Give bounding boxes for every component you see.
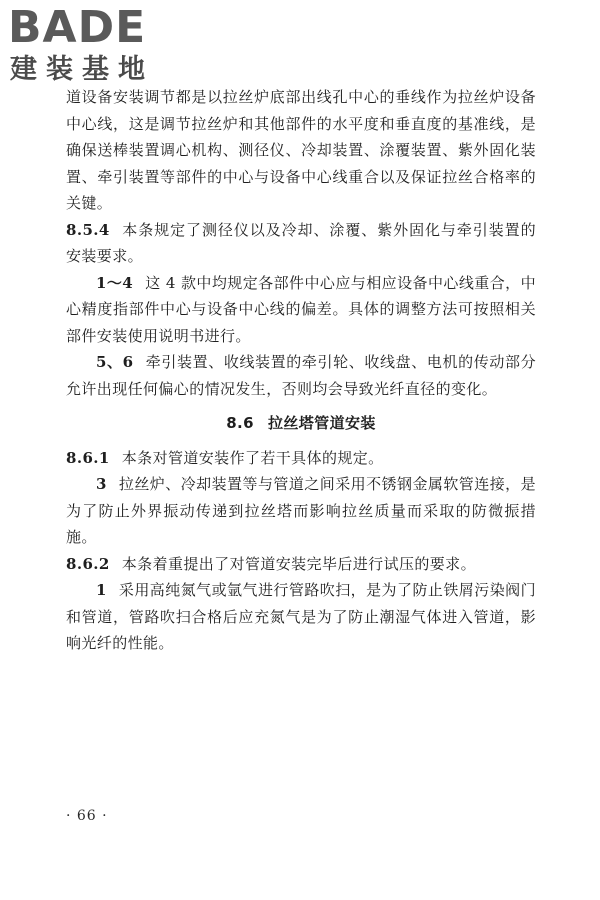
clause-8-6-2 [66,551,536,578]
item-number: 1～4 [96,273,134,292]
clause-8-6-1 [66,445,536,472]
item-3 [66,471,536,551]
brand-logo [8,4,178,90]
clause-8-5-4 [66,217,536,270]
item-text: 牵引装置、收线装置的牵引轮、收线盘、电机的传动部分允许出现任何偏心的情况发生，否则均会导致光纤直径的变化。 [66,353,536,398]
clause-number: 8.6.2 [66,554,110,573]
document-body [66,84,536,657]
item-1-4 [66,270,536,350]
item-text: 这 4 款中均规定各部件中心应与相应设备中心线重合，中心精度指部件中心与设备中心线的偏差。具体的调整方法可按照相关部件安装使用说明书进行。 [66,273,536,345]
clause-text: 本条对管道安装作了若干具体的规定。 [121,448,384,467]
section-heading-8-6 [66,410,536,437]
item-text: 采用高纯氮气或氩气进行管路吹扫，是为了防止铁屑污染阀门和管道，管路吹扫合格后应充氮气是为了防止潮湿气体进入管道，影响光纤的性能。 [66,581,536,652]
clause-text: 本条着重提出了对管道安装完毕后进行试压的要求。 [121,554,476,573]
item-number: 5、6 [96,353,134,371]
section-title: 拉丝塔管道安装 [267,414,376,432]
paragraph-text: 道设备安装调节都是以拉丝炉底部出线孔中心的垂线作为拉丝炉设备中心线，这是调节拉丝炉和其他部件的水平度和垂直度的基准线，是确保送棒装置调心机构、测径仪、冷却装置、涂覆装置、紫外固化装置、牵引装置等部件的中心与设备中心线重合以及保证拉丝合格率的关键。 [66,88,536,212]
page-number: · 66 · [66,808,108,824]
item-5-6 [66,349,536,402]
item-number: 3 [96,475,107,493]
clause-number: 8.6.1 [66,448,110,467]
logo-brand-text: BADE [8,2,147,53]
clause-number: 8.5.4 [66,220,110,239]
item-number: 1 [96,581,107,599]
item-1 [66,577,536,657]
clause-text: 本条规定了测径仪以及冷却、涂覆、紫外固化与牵引装置的安装要求。 [66,220,536,265]
logo-subtitle-text: 建装基地 [10,54,154,85]
section-number: 8.6 [226,414,254,432]
item-text: 拉丝炉、冷却装置等与管道之间采用不锈钢金属软管连接，是为了防止外界振动传递到拉丝塔而影响拉丝质量而采取的防微振措施。 [66,475,536,546]
paragraph-continuation [66,84,536,217]
